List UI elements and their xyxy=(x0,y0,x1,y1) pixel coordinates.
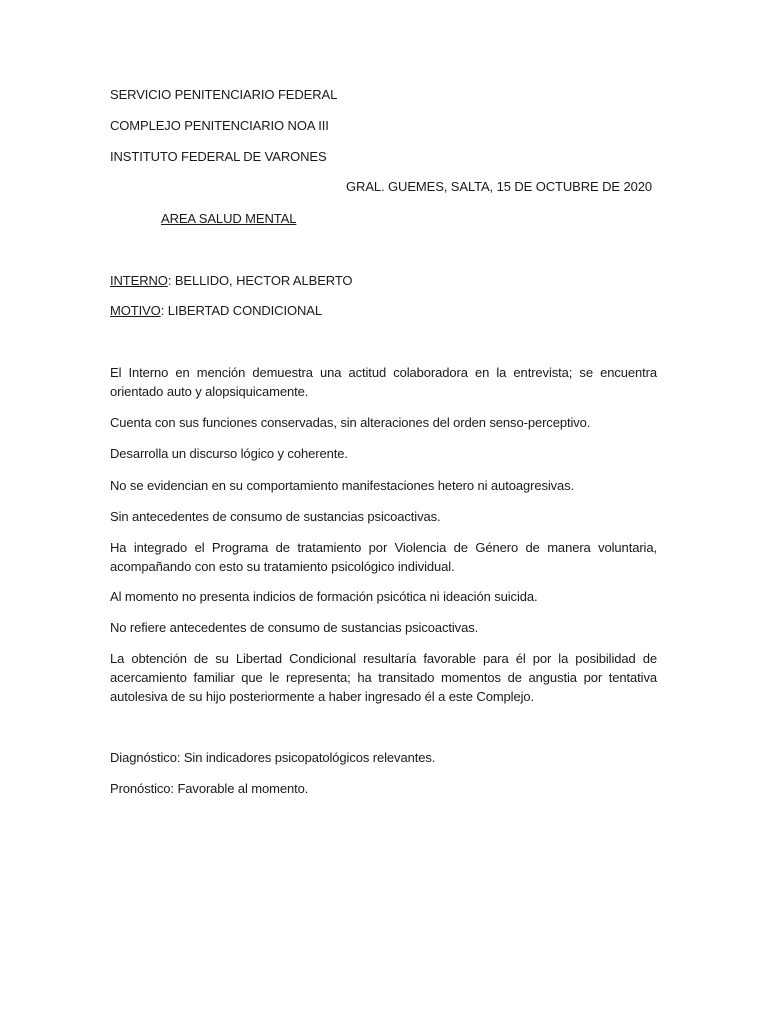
header-institution: SERVICIO PENITENCIARIO FEDERAL xyxy=(110,87,338,102)
header-institute: INSTITUTO FEDERAL DE VARONES xyxy=(110,149,327,164)
paragraph-4: No se evidencian en su comportamiento manifestaciones hetero ni autoagresivas. xyxy=(110,478,575,493)
header-complex: COMPLEJO PENITENCIARIO NOA III xyxy=(110,118,329,133)
paragraph-7: Al momento no presenta indicios de formación psicótica ni ideación suicida. xyxy=(110,589,538,604)
motivo-value: : LIBERTAD CONDICIONAL xyxy=(160,303,322,318)
paragraph-1: El Interno en mención demuestra una actitud colaboradora en la entrevista; se encuentra orientado auto y alopsiquicamente. xyxy=(110,365,657,399)
motivo-label: MOTIVO xyxy=(110,303,161,318)
paragraph-6: Ha integrado el Programa de tratamiento por Violencia de Género de manera voluntaria, acompañando con esto su tratamiento psicológico individual. xyxy=(110,540,657,574)
paragraph-3: Desarrolla un discurso lógico y coherente. xyxy=(110,446,348,461)
interno-value: : BELLIDO, HECTOR ALBERTO xyxy=(167,273,353,288)
area-title: AREA SALUD MENTAL xyxy=(161,211,297,226)
paragraph-9: La obtención de su Libertad Condicional resultaría favorable para él por la posibilidad de acercamiento familiar que le representa; ha transitado momentos de angustia por tentativa autolesiva de su hijo posteriormente a haber ingresado él a este Complejo. xyxy=(110,651,657,704)
paragraph-2: Cuenta con sus funciones conservadas, sin alteraciones del orden senso-perceptivo. xyxy=(110,415,591,430)
interno-line xyxy=(110,272,352,289)
diagnosis-line: Diagnóstico: Sin indicadores psicopatológicos relevantes. xyxy=(110,750,436,765)
date-line: GRAL. GUEMES, SALTA, 15 DE OCTUBRE DE 2020 xyxy=(346,179,652,194)
paragraph-8: No refiere antecedentes de consumo de sustancias psicoactivas. xyxy=(110,620,479,635)
prognosis-line: Pronóstico: Favorable al momento. xyxy=(110,781,309,796)
interno-label: INTERNO xyxy=(110,273,168,288)
paragraph-5: Sin antecedentes de consumo de sustancias psicoactivas. xyxy=(110,509,441,524)
motivo-line xyxy=(110,302,322,319)
